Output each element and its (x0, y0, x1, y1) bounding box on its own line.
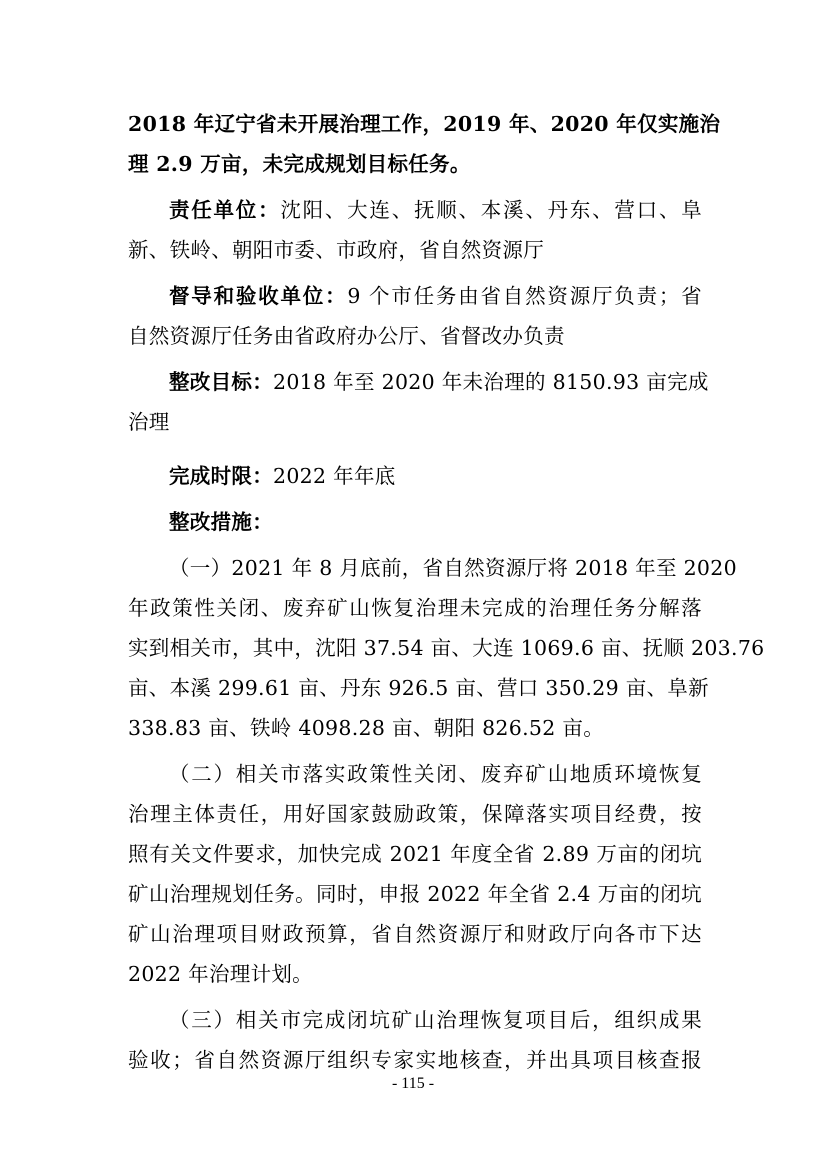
measure-1-line-3: 实到相关市，其中，沈阳 37.54 亩、大连 1069.6 亩、抚顺 203.76 (128, 636, 765, 660)
measure-2-line-3: 照有关文件要求，加快完成 2021 年度全省 2.89 万亩的闭坑 (128, 842, 702, 866)
measure-3-line-1: （三）相关市完成闭坑矿山治理恢复项目后，组织成果 (169, 1008, 702, 1032)
measure-2-line-2: 治理主体责任，用好国家鼓励政策，保障落实项目经费，按 (128, 802, 702, 826)
responsible-units-label: 责任单位： (169, 198, 281, 222)
measure-2-line-6: 2022 年治理计划。 (128, 962, 313, 986)
deadline-line (128, 456, 702, 496)
deadline-value: 2022 年年底 (273, 464, 396, 488)
rectification-target-line-1 (128, 362, 709, 402)
responsible-units-line-1 (128, 190, 702, 230)
measure-2-line-5: 矿山治理项目财政预算，省自然资源厅和财政厅向各市下达 (128, 922, 702, 946)
measure-2-line-4: 矿山治理规划任务。同时，申报 2022 年全省 2.4 万亩的闭坑 (128, 882, 702, 906)
deadline-label: 完成时限： (169, 464, 273, 488)
measure-1-line-4: 亩、本溪 299.61 亩、丹东 926.5 亩、营口 350.29 亩、阜新 (128, 676, 709, 700)
measure-1-line-2: 年政策性关闭、废弃矿山恢复治理未完成的治理任务分解落 (128, 596, 702, 620)
rectification-target-line-2: 治理 (128, 410, 170, 434)
responsible-units-line-2: 新、铁岭、朝阳市委、市政府，省自然资源厅 (128, 238, 544, 262)
supervision-units-text-1: 9 个市任务由省自然资源厅负责；省 (347, 284, 702, 308)
rectification-target-text-1: 2018 年至 2020 年未治理的 8150.93 亩完成 (273, 370, 709, 394)
measure-2-line-1: （二）相关市落实政策性关闭、废弃矿山地质环境恢复 (169, 762, 702, 786)
intro-line-1: 2018 年辽宁省未开展治理工作，2019 年、2020 年仅实施治 (128, 112, 721, 136)
rectification-target-label: 整改目标： (169, 370, 273, 394)
intro-line-2: 理 2.9 万亩，未完成规划目标任务。 (128, 152, 471, 176)
supervision-units-label: 督导和验收单位： (169, 284, 348, 308)
responsible-units-text-1: 沈阳、大连、抚顺、本溪、丹东、营口、阜 (280, 198, 703, 222)
measure-3-line-2: 验收；省自然资源厅组织专家实地核查，并出具项目核查报 (128, 1048, 702, 1072)
measure-1-line-1: （一）2021 年 8 月底前，省自然资源厅将 2018 年至 2020 (169, 556, 737, 580)
measures-heading: 整改措施： (169, 510, 273, 534)
document-body (128, 104, 765, 1080)
page-number: - 115 - (391, 1075, 435, 1092)
measure-1-line-5: 338.83 亩、铁岭 4098.28 亩、朝阳 826.52 亩。 (128, 716, 605, 740)
supervision-units-line-2: 自然资源厅任务由省政府办公厅、省督改办负责 (128, 324, 565, 348)
supervision-units-line-1 (128, 276, 702, 316)
